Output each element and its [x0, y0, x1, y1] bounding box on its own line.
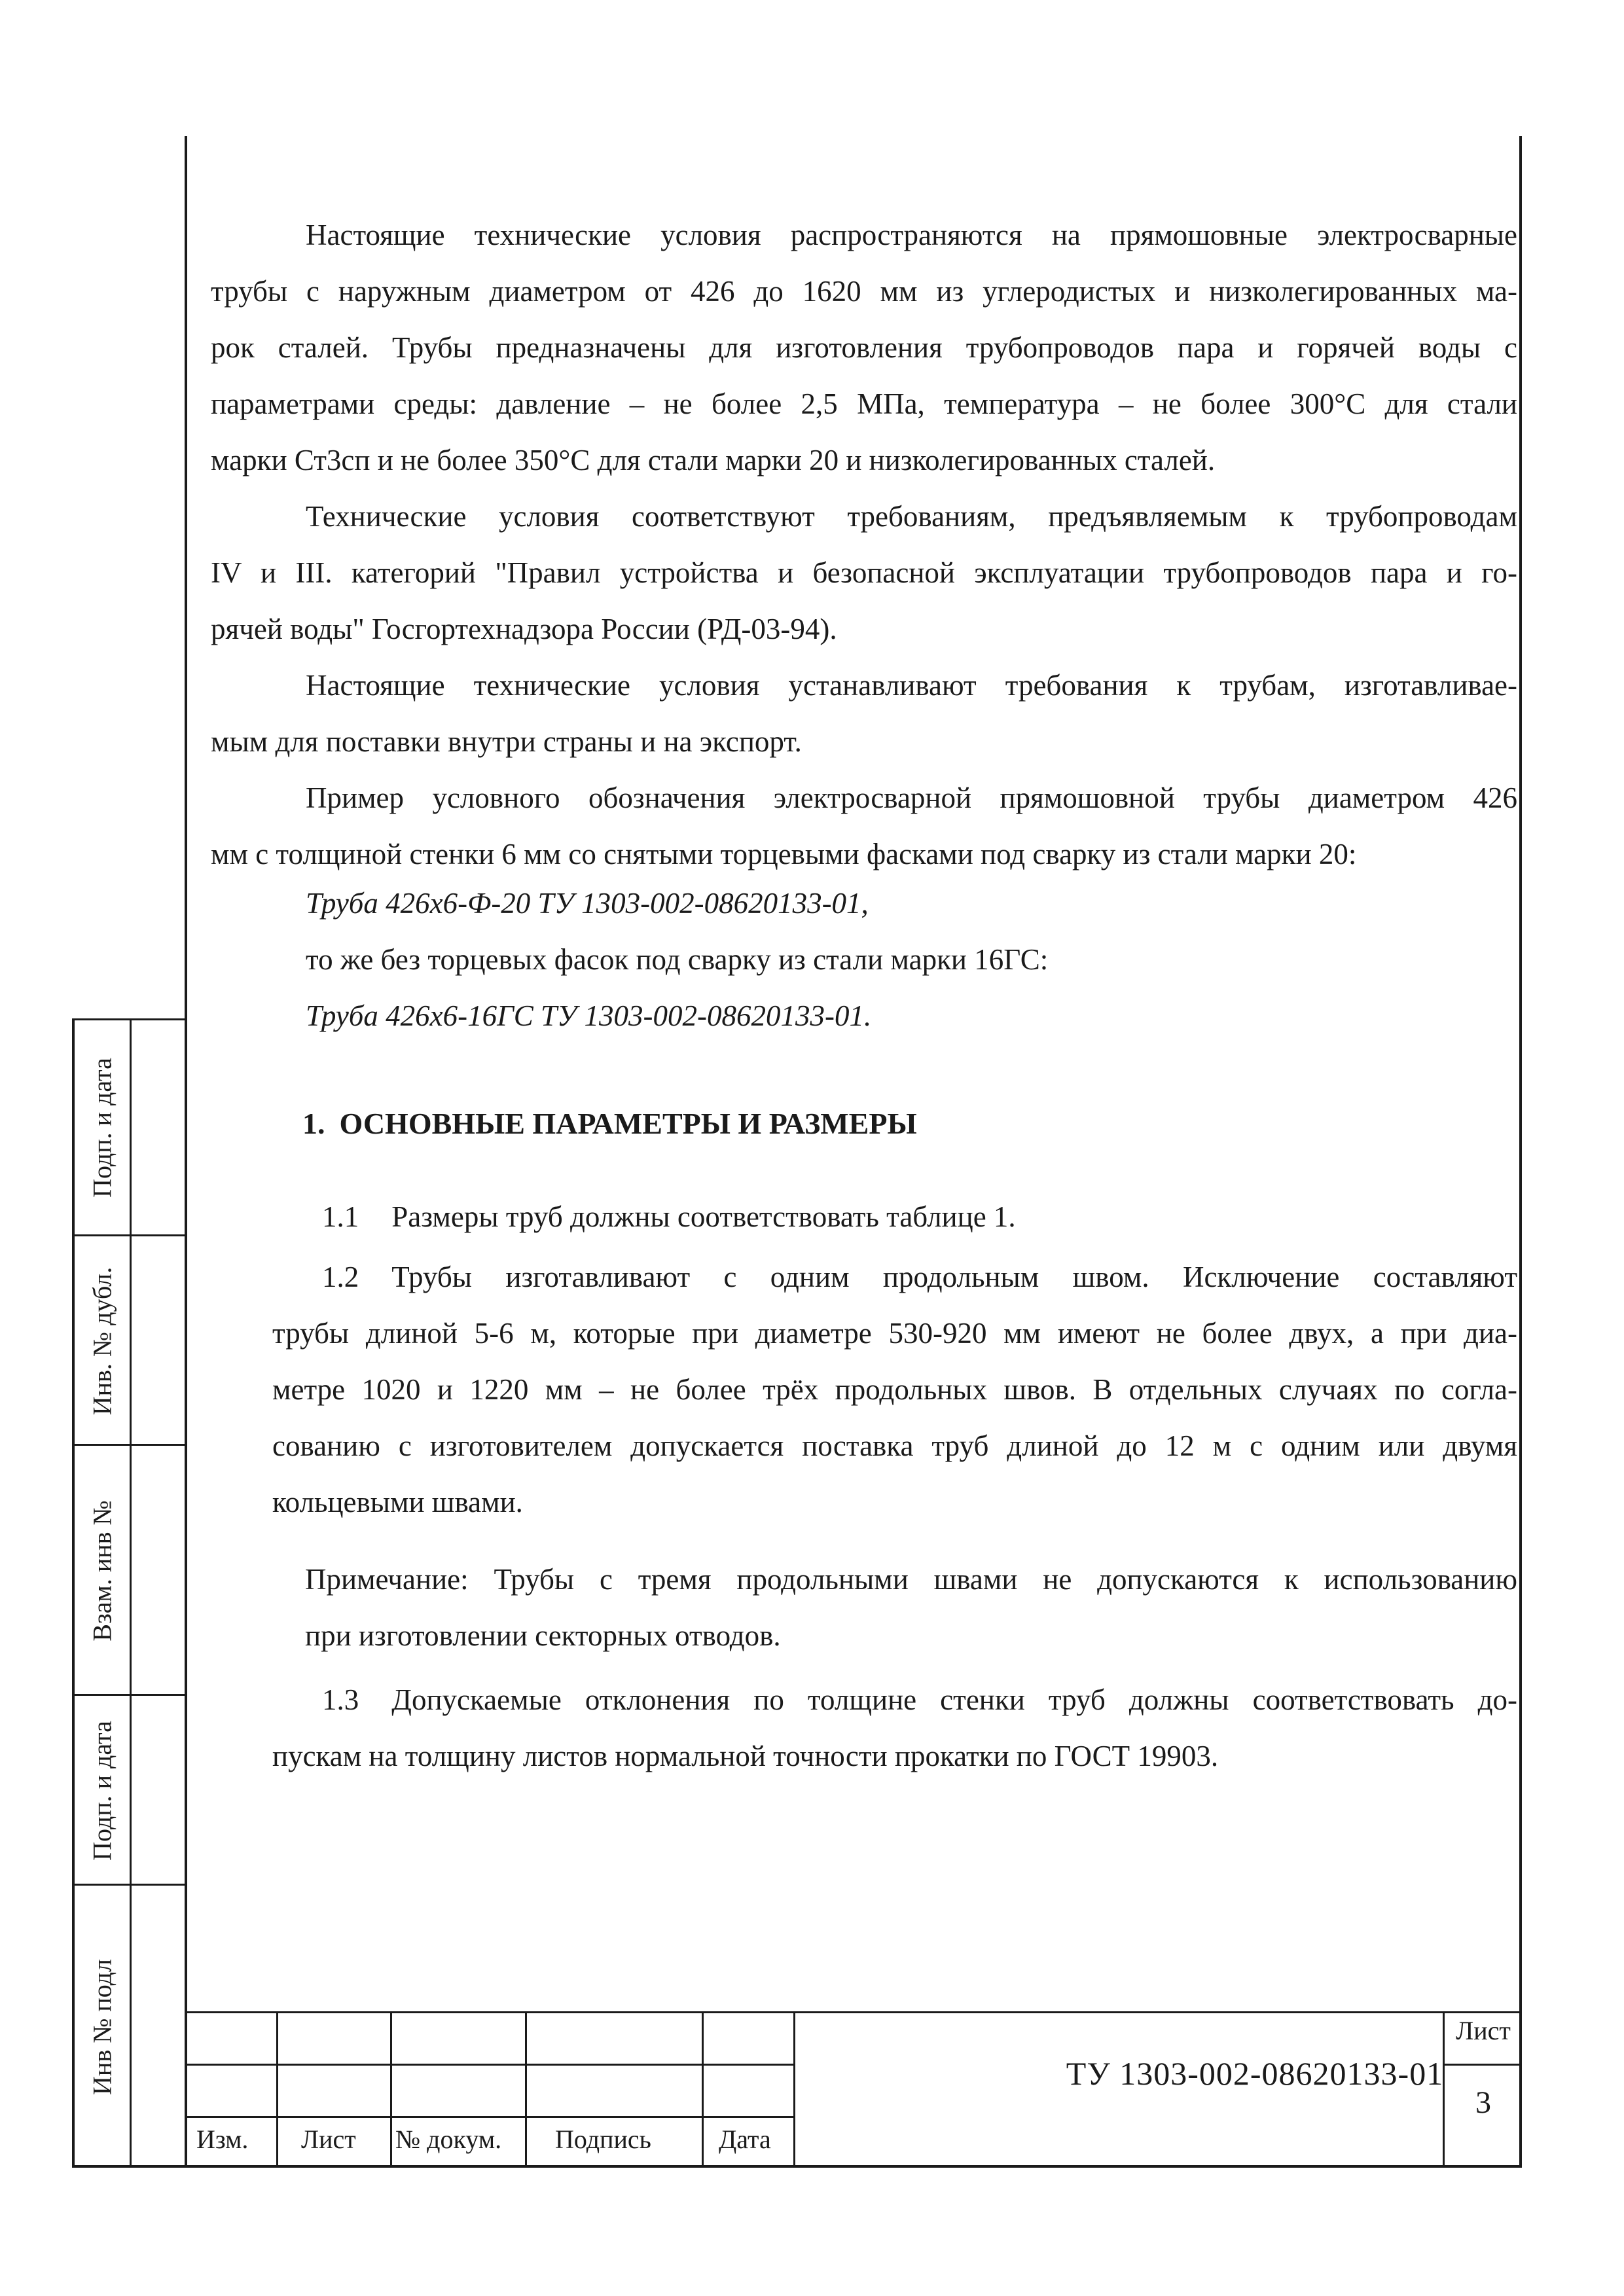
- stamp-col-date: Дата: [719, 2125, 771, 2154]
- binding-strip: [72, 1018, 186, 2168]
- item-number: 1.1: [322, 1200, 359, 1233]
- example-between-text: то же без торцевых фасок под сварку из стали марки 16ГС:: [306, 943, 1049, 976]
- section-number: 1.: [302, 1107, 325, 1140]
- sheet-label: Лист: [1456, 2016, 1511, 2045]
- text-line: кольцевыми швами.: [272, 1486, 523, 1518]
- examples-block: [211, 875, 1517, 1044]
- item-text: Размеры труб должны соответствовать таблице 1.: [391, 1200, 1016, 1233]
- item-text: Трубы изготавливают с одним продольным швом. Исключение составляют: [391, 1261, 1517, 1293]
- text-line: Настоящие технические условия распространяются на прямошовные электросварные: [306, 219, 1517, 251]
- text-line: мым для поставки внутри страны и на экспорт.: [211, 725, 802, 758]
- side-label: Инв № подл: [87, 1958, 117, 2095]
- stamp-col-doc: № докум.: [395, 2125, 502, 2154]
- side-cell-sign-date-2: [75, 1696, 130, 1886]
- paragraph: [211, 770, 1517, 882]
- frame-right-border: [1519, 136, 1522, 2168]
- text-line: сованию с изготовителем допускается поставка труб длиной до 12 м с одним или двумя: [272, 1429, 1517, 1462]
- item-text: Допускаемые отклонения по толщине стенки труб должны соответствовать до-: [391, 1683, 1517, 1716]
- item-1-1: [211, 1189, 1517, 1245]
- text-line: рок сталей. Трубы предназначены для изготовления трубопроводов пара и горячей воды с: [211, 331, 1517, 364]
- section-title: ОСНОВНЫЕ ПАРАМЕТРЫ И РАЗМЕРЫ: [339, 1107, 917, 1140]
- text-line: Технические условия соответствуют требованиям, предъявляемым к трубопроводам: [306, 500, 1517, 533]
- side-cell-sign-date-1: [75, 1018, 130, 1236]
- paragraph: [211, 488, 1517, 657]
- item-number: 1.3: [322, 1683, 359, 1716]
- text-line: [272, 1249, 1517, 1305]
- example-designation-2: Труба 426х6-16ГС ТУ 1303-002-08620133-01.: [306, 999, 872, 1032]
- note-line: Примечание: Трубы с тремя продольными швами не допускаются к использованию: [305, 1563, 1517, 1596]
- text-line: рячей воды" Госгортехнадзора России (РД-03-94).: [211, 613, 837, 645]
- text-line: IV и III. категорий "Правил устройства и безопасной эксплуатации трубопроводов пара и го-: [211, 556, 1517, 589]
- item-1-3: [272, 1672, 1517, 1784]
- side-cell-inv-dup: [75, 1236, 130, 1446]
- title-block: [185, 2011, 1522, 2168]
- sheet-number: 3: [1475, 2085, 1491, 2120]
- text-line: мм с толщиной стенки 6 мм со снятыми торцевыми фасками под сварку из стали марки 20:: [211, 838, 1357, 870]
- text-line: пускам на толщину листов нормальной точности прокатки по ГОСТ 19903.: [272, 1740, 1219, 1772]
- side-cell-inv-orig: [75, 1886, 130, 2168]
- intro-lines: [211, 207, 1517, 882]
- side-label: Подп. и дата: [87, 1721, 117, 1861]
- text-line: марки Ст3сп и не более 350°С для стали марки 20 и низколегированных сталей.: [211, 444, 1216, 476]
- text-line: трубы с наружным диаметром от 426 до 1620 мм из углеродистых и низколегированных ма-: [211, 275, 1517, 308]
- side-label: Подп. и дата: [87, 1057, 117, 1198]
- stamp-col-signature: Подпись: [555, 2125, 651, 2154]
- paragraph: [211, 657, 1517, 770]
- section-heading: [302, 1106, 917, 1141]
- example-designation-1: Труба 426х6-Ф-20 ТУ 1303-002-08620133-01,: [306, 887, 869, 920]
- side-label: Взам. инв №: [87, 1500, 117, 1641]
- note-block: [305, 1551, 1517, 1664]
- stamp-col-sheet: Лист: [301, 2125, 356, 2154]
- side-label: Инв. № дубл.: [87, 1266, 117, 1416]
- text-line: метре 1020 и 1220 мм – не более трёх продольных швов. В отдельных случаях по согла-: [272, 1373, 1517, 1406]
- text-line: параметрами среды: давление – не более 2,5 МПа, температура – не более 300°С для стали: [211, 387, 1517, 420]
- text-line: Пример условного обозначения электросварной прямошовной трубы диаметром 426: [306, 781, 1517, 814]
- paragraph: [211, 207, 1517, 488]
- stamp-col-change: Изм.: [196, 2125, 249, 2154]
- text-line: Настоящие технические условия устанавливают требования к трубам, изготавливае-: [306, 669, 1517, 702]
- side-cell-replace-inv: [75, 1446, 130, 1696]
- text-line: [272, 1672, 1517, 1728]
- item-number: 1.2: [322, 1261, 359, 1293]
- note-line: при изготовлении секторных отводов.: [305, 1619, 781, 1652]
- item-1-2: [272, 1249, 1517, 1530]
- document-code: ТУ 1303-002-08620133-01: [1066, 2055, 1444, 2092]
- text-line: трубы длиной 5-6 м, которые при диаметре 530-920 мм имеют не более двух, а при диа-: [272, 1317, 1517, 1350]
